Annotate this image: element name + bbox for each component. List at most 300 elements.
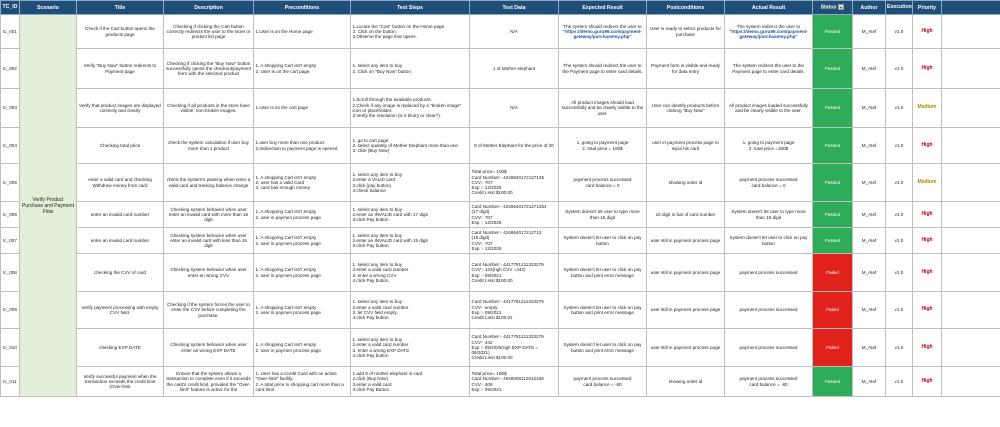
tc-id-cell[interactable]: tc_002 (1, 49, 20, 89)
cell-line: 4.click Pay button (352, 352, 389, 358)
description-cell[interactable]: Checking system behavior when user enter an wrong EXP DATE (164, 329, 254, 367)
cell-line: payment process successed (739, 177, 798, 183)
cell-line: System doesn't let user to click on pay button and print error message (563, 342, 642, 353)
header-scenario[interactable]: Scenario (20, 1, 77, 15)
status-badge[interactable]: Passed (813, 89, 853, 128)
cell-line: 1. A shopping Cart isn't empty (255, 304, 317, 310)
cell-line: Total price= 100$ (471, 169, 507, 175)
cell-line: 2.redirection to payment page is opened (255, 145, 338, 151)
header-id[interactable]: TC_ID (1, 1, 20, 15)
cell-line: 3. enter a wrong CVV (352, 272, 397, 278)
cell-line: Card Number:- 4246640172127135 (471, 174, 545, 180)
cell-line: CVV:- 409 (471, 381, 493, 387)
title-cell[interactable]: enter an invalid card number (77, 228, 164, 254)
empty-cell[interactable] (942, 228, 1000, 254)
priority-cell[interactable]: High (913, 367, 942, 397)
cell-line: 2. user in paymen process page (255, 347, 321, 353)
cell-line: All product images loaded successfully and be clearly visible to the user. (729, 102, 808, 113)
table-row (1, 15, 1000, 49)
actual-result-cell[interactable] (725, 292, 813, 329)
cell-line: 2. Click on "Buy Now" button (352, 68, 411, 74)
preconditions-cell[interactable] (254, 89, 351, 128)
actual-result-cell[interactable] (725, 329, 813, 367)
test-steps-cell[interactable] (351, 89, 470, 128)
author-cell[interactable]: M_Atef (853, 128, 886, 164)
priority-cell[interactable]: Medium (913, 89, 942, 128)
tc-id-cell[interactable]: tc_011 (1, 367, 20, 397)
cell-line: Exp :- 12/2025 (471, 245, 502, 251)
execution-version-cell[interactable]: v1.0 (886, 228, 913, 254)
table-row (1, 89, 1000, 128)
description-cell[interactable]: Checking if clicking the Cart button correctly redirects the user to the store or product list page (164, 15, 254, 49)
preconditions-cell[interactable] (254, 254, 351, 292)
postconditions-cell[interactable] (647, 367, 725, 397)
empty-cell[interactable] (942, 254, 1000, 292)
table-row (1, 202, 1000, 228)
status-badge[interactable]: Passed (813, 15, 853, 49)
status-badge[interactable]: Failed (813, 329, 853, 367)
actual-result-cell[interactable] (725, 49, 813, 89)
cell-line: System doesn't let user to click on pay button and print error message (563, 267, 642, 278)
empty-cell[interactable] (942, 89, 1000, 128)
title-cell[interactable]: Verify "Buy Now" button redirects to Payment page (77, 49, 164, 89)
cell-line: 1. A shopping Cart isn't empty (255, 342, 317, 348)
title-cell[interactable]: enter an invalid card number (77, 202, 164, 228)
author-cell[interactable]: M_Atef (853, 228, 886, 254)
description-cell[interactable]: Checking if the system forces the user to enter the CVV before completing the purchase. (164, 292, 254, 329)
cell-line: payment process successed (573, 177, 632, 183)
cell-line: 1. going to payment page (576, 140, 629, 146)
empty-cell[interactable] (942, 49, 1000, 89)
cell-line: 4.click Pay button (352, 315, 389, 321)
test-steps-cell[interactable] (351, 254, 470, 292)
cell-line: 3. let CVV field empty. (352, 310, 398, 315)
postconditions-cell[interactable] (647, 89, 725, 128)
preconditions-cell[interactable] (254, 49, 351, 89)
author-cell[interactable]: M_Atef (853, 15, 886, 49)
cell-line: 2.click (Buy Now) (352, 376, 388, 382)
status-badge[interactable]: Passed (813, 367, 853, 397)
status-badge[interactable]: Passed (813, 49, 853, 89)
cell-line: 3.click Pay button (352, 243, 389, 249)
tc-id-cell[interactable]: tc_001 (1, 15, 20, 49)
header-test-steps[interactable]: Test Steps (351, 1, 470, 15)
postconditions-cell[interactable] (647, 164, 725, 202)
header-test-data[interactable]: Test Data (470, 1, 559, 15)
empty-cell[interactable] (942, 128, 1000, 164)
cell-line: 1. select any item to buy (352, 261, 403, 267)
cell-line: 3.click (pay button) (352, 182, 392, 188)
actual-result-cell[interactable] (725, 128, 813, 164)
cell-line: Card Number:- 424664017212713 (471, 229, 542, 235)
expected-result-cell[interactable] (559, 329, 647, 367)
cell-line: 2. user in paymen process page (255, 240, 321, 246)
test-data-cell[interactable] (470, 292, 559, 329)
test-data-cell[interactable] (470, 329, 559, 367)
header-actual-result[interactable]: Actual Result (725, 1, 813, 15)
cell-line: Credit Limit $100.00 (471, 355, 513, 361)
cell-line: 2. user in paymen process page (255, 272, 321, 278)
description-cell[interactable]: Checking if clicking the "Buy Now" button successfully opens the checkout/payment form with the selected product (164, 49, 254, 89)
postconditions-cell[interactable] (647, 329, 725, 367)
actual-result-cell[interactable] (725, 228, 813, 254)
cell-line: All product images should load successfully and be clearly visible to the user. (561, 100, 644, 116)
cell-line: Credit Limit $100.01 (471, 315, 513, 321)
table-row (1, 49, 1000, 89)
cell-line: Credit Limit $100.00 (471, 190, 513, 196)
filter-dropdown-icon[interactable] (838, 4, 844, 10)
title-cell[interactable]: enter a valid card and checking Withdraw money from card (77, 164, 164, 202)
tc-id-cell[interactable]: tc_008 (1, 254, 20, 292)
priority-cell[interactable]: High (913, 292, 942, 329)
cell-line: (17 digit) (471, 209, 490, 215)
cell-line: 2. total price =180$ (748, 145, 789, 151)
priority-cell[interactable]: High (913, 228, 942, 254)
test-data-cell[interactable] (470, 164, 559, 202)
cell-line: showing order id (668, 378, 703, 384)
empty-cell[interactable] (942, 329, 1000, 367)
cell-line: Exp :- 12/2025 (471, 185, 502, 191)
scenario-cell[interactable] (20, 15, 77, 397)
cell-line: 1. select any item to buy (352, 63, 403, 69)
cell-line: card balance = 0 (585, 182, 620, 188)
cell-line: 1.User is on the cart page (255, 105, 309, 111)
cell-line: System doesn't let user to click on pay button (563, 235, 642, 246)
cell-line: 1. A shopping Cart isn't empty (255, 63, 317, 69)
test-steps-cell[interactable] (351, 202, 470, 228)
test-steps-cell[interactable] (351, 228, 470, 254)
priority-cell[interactable]: High (913, 128, 942, 164)
expected-result-cell[interactable] (559, 164, 647, 202)
cell-line: Exp :- 09/2021 (471, 272, 502, 278)
cell-line: User can identify products before clicking "Buy Now" (651, 102, 720, 113)
actual-result-cell[interactable] (725, 367, 813, 397)
status-badge[interactable]: Failed (813, 254, 853, 292)
cell-line: user still in payment process page (650, 307, 721, 313)
status-badge[interactable]: Passed (813, 202, 853, 228)
header-status[interactable]: Status (813, 1, 853, 15)
cell-line: 2.enter a VALID card (352, 177, 396, 183)
preconditions-cell[interactable] (254, 228, 351, 254)
execution-version-cell[interactable]: v1.0 (886, 15, 913, 49)
cell-line: Exp :- 09/2025(righ EXP DATE = 09/2021) (471, 344, 539, 356)
cell-line: System doesn't let user to type more than 16 digit (565, 209, 640, 220)
cell-line: Card Number:- 4417761211333279 (471, 334, 544, 340)
author-cell[interactable]: M_Atef (853, 89, 886, 128)
tc-id-cell[interactable]: tc_006 (1, 202, 20, 228)
test-data-cell[interactable] (470, 202, 559, 228)
header-description[interactable]: Description (164, 1, 254, 15)
cell-line: The system redirect the user to the Payment page to enter card details. (732, 63, 805, 74)
title-cell[interactable]: checking the CVV of card (77, 254, 164, 292)
test-data-cell[interactable] (470, 15, 559, 49)
preconditions-cell[interactable] (254, 128, 351, 164)
actual-result-cell[interactable] (725, 15, 813, 49)
cell-line: 2.enter a valid card number (352, 342, 409, 348)
author-cell[interactable]: M_Atef (853, 202, 886, 228)
preconditions-cell[interactable] (254, 292, 351, 329)
table-row (1, 164, 1000, 202)
cell-line: 3.click Pay button (352, 217, 389, 223)
execution-version-cell[interactable]: v1.0 (886, 49, 913, 89)
cell-line: 4.click Pay button (352, 277, 389, 283)
description-cell[interactable]: Checking system behavior when user enter an wrong CVV (164, 254, 254, 292)
cell-line: 3. card has enough money. (255, 185, 311, 191)
test-steps-cell[interactable] (351, 128, 470, 164)
cell-line: System doesn't let user to click on pay button and print error message (563, 304, 642, 315)
test-steps-cell[interactable] (351, 15, 470, 49)
header-postconditions[interactable]: Postconditions (647, 1, 725, 15)
cell-line: user still in payment process page (650, 344, 721, 350)
priority-cell[interactable]: High (913, 15, 942, 49)
empty-cell[interactable] (942, 202, 1000, 228)
execution-version-cell[interactable]: v1.0 (886, 292, 913, 329)
cell-line: CVV:- 707 (471, 179, 493, 185)
cell-line: Payment form is visible and ready for data entry (651, 63, 720, 74)
cell-line: (15 digit) (471, 235, 490, 241)
expected-result-cell[interactable] (559, 228, 647, 254)
description-cell[interactable]: Ensure that the system allows a transaction to complete even if it exceeds the card's credit limit, provided the "Over-limit" feature is active for the (164, 367, 254, 397)
header-expected-result[interactable]: Expected Result (559, 1, 647, 15)
status-badge[interactable]: Passed (813, 228, 853, 254)
cell-line: payment process successed (739, 307, 798, 313)
test-data-cell[interactable] (470, 228, 559, 254)
expected-result-cell[interactable] (559, 15, 647, 49)
cell-line: 2.enter an INVALID card with 17 digit (352, 211, 428, 217)
cell-line: 4.check balance (352, 187, 386, 193)
header-preconditions[interactable]: Preconditions (254, 1, 351, 15)
expected-result-cell[interactable] (559, 367, 647, 397)
cell-line: CVV:- 707 (471, 214, 493, 220)
title-cell[interactable]: Verify that product images are displayed correctly and clearly (77, 89, 164, 128)
title-cell[interactable]: Verify payment processing with empty CVV field. (77, 292, 164, 329)
execution-version-cell[interactable]: v1.0 (886, 329, 913, 367)
cell-line: payment process successed (739, 376, 798, 382)
cell-line: CVV:- 707 (471, 240, 493, 246)
priority-cell[interactable]: High (913, 254, 942, 292)
test-data-cell[interactable] (470, 254, 559, 292)
cell-line: 2. total price = 180$ (582, 145, 623, 151)
cell-line: System doesn't let user to type more than 16 digit (731, 209, 806, 220)
empty-cell[interactable] (942, 15, 1000, 49)
cell-line: The system redirect the user to (736, 23, 801, 29)
cell-line: 3.Observe the page that opens. (352, 34, 417, 40)
cell-line: N/A (510, 28, 518, 34)
actual-result-cell[interactable] (725, 254, 813, 292)
cell-line: CVV:- 442 (471, 339, 493, 345)
test-data-cell[interactable] (470, 128, 559, 164)
cell-line: 1. going to payment page (742, 140, 795, 146)
expected-result-cell[interactable] (559, 254, 647, 292)
expected-result-cell[interactable] (559, 292, 647, 329)
header-execution[interactable]: Execution (886, 1, 913, 15)
expected-result-cell[interactable] (559, 202, 647, 228)
execution-version-cell[interactable]: v1.0 (886, 164, 913, 202)
cell-line: Card Number:- 4417761211333279 (471, 261, 544, 267)
title-cell[interactable]: checking EXP DATE (77, 329, 164, 367)
cell-line: 4.click Pay Button (352, 386, 390, 392)
empty-cell[interactable] (942, 367, 1000, 397)
cell-line: user still in payment process page (650, 269, 721, 275)
cell-line: 2.enter an INVALID card with 15 digit (352, 237, 428, 243)
expected-result-cell[interactable] (559, 89, 647, 128)
cell-line: card balance = 0 (751, 182, 786, 188)
cell-line: Total price= 180$ (471, 370, 507, 376)
execution-version-cell[interactable]: v1.0 (886, 128, 913, 164)
actual-result-cell[interactable] (725, 164, 813, 202)
tc-id-cell[interactable]: tc_007 (1, 228, 20, 254)
status-badge[interactable]: Failed (813, 292, 853, 329)
tc-id-cell[interactable]: tc_010 (1, 329, 20, 367)
title-cell[interactable]: Checking total price (77, 128, 164, 164)
test-data-cell[interactable] (470, 367, 559, 397)
priority-cell[interactable]: High (913, 202, 942, 228)
cell-line: user in payment process page to input his card (652, 140, 719, 151)
execution-version-cell[interactable]: v1.0 (886, 202, 913, 228)
cell-line: 2. select quantity of Mother Elephant more than one (352, 142, 458, 148)
cell-line: 3.Verify the resolution (is it blurry or clear?). (352, 113, 442, 119)
cell-line: 1. A shopping Cart isn't empty (255, 209, 317, 215)
table-row (1, 367, 1000, 397)
cell-line: 1.User is on the Home page (255, 28, 313, 34)
description-cell[interactable]: Checking system behavior when user enter an invalid card with more than 16 digit (164, 202, 254, 228)
cell-line: 1. select any item to buy (352, 232, 403, 238)
header-title[interactable]: Title (77, 1, 164, 15)
cell-line: 1 of Mother elephant (492, 65, 536, 71)
cell-line: 2. Click on the button. (352, 28, 397, 34)
cell-line: "https://demo.guru99.com/payment-gateway/purchasetoy.php" (563, 28, 642, 40)
test-steps-cell[interactable] (351, 164, 470, 202)
priority-cell[interactable]: Medium (913, 164, 942, 202)
tc-id-cell[interactable]: tc_005 (1, 164, 20, 202)
status-badge[interactable]: Passed (813, 128, 853, 164)
cell-line: Card Number:- 42466401721271354 (471, 203, 547, 209)
execution-version-cell[interactable]: v1.0 (886, 254, 913, 292)
test-steps-cell[interactable] (351, 329, 470, 367)
cell-line: 2.enter a valid card number (352, 267, 409, 273)
header-author[interactable]: Author (853, 1, 886, 15)
table-row (1, 254, 1000, 292)
priority-cell[interactable]: High (913, 329, 942, 367)
description-cell[interactable]: check the system calculation if user buy more than 1 product (164, 128, 254, 164)
cell-line: 3.enter a valid card (352, 381, 392, 387)
cell-line: 16 digit in bar of card number (655, 211, 716, 217)
postconditions-cell[interactable] (647, 15, 725, 49)
preconditions-cell[interactable] (254, 329, 351, 367)
tc-id-cell[interactable]: tc_004 (1, 128, 20, 164)
description-cell[interactable]: check the system's passing when enter a valid card and tracking balance change (164, 164, 254, 202)
tc-id-cell[interactable]: tc_003 (1, 89, 20, 128)
cell-line: 2. user in paymen process page (255, 214, 321, 220)
cell-line: Exp :- 09/2021 (471, 310, 502, 315)
author-cell[interactable]: M_Atef (853, 329, 886, 367)
cell-line: payment process successed (739, 344, 798, 350)
title-cell[interactable]: Verify successful payment when the transaction exceeds the credit limit (Over-limit (77, 367, 164, 397)
postconditions-cell[interactable] (647, 128, 725, 164)
cell-line: 3. click (Buy Now) (352, 148, 390, 154)
execution-version-cell[interactable]: v1.0 (886, 367, 913, 397)
preconditions-cell[interactable] (254, 164, 351, 202)
postconditions-cell[interactable] (647, 202, 725, 228)
cell-line: 3. enter a wrong EXP DATE (352, 347, 410, 353)
cell-line: 2. A total price in shopping cart more than a card limit (255, 381, 344, 392)
table-row (1, 128, 1000, 164)
postconditions-cell[interactable] (647, 228, 725, 254)
test-steps-cell[interactable] (351, 367, 470, 397)
author-cell[interactable]: M_Atef (853, 254, 886, 292)
cell-line: 2.enter a valid card number (352, 304, 409, 310)
header-priority[interactable]: Priority (913, 1, 942, 15)
cell-line: 1. User has a Credit Card with an active "Over-limit" facility. (255, 370, 337, 382)
cell-line: Card Number:- 4948008112812169 (471, 376, 544, 382)
postconditions-cell[interactable] (647, 292, 725, 329)
cell-line: "https://demo.guru99.com/payment-gateway/purchasetoy.php" (729, 28, 808, 40)
cell-line: 1.add 9 of mother elephant in card (352, 370, 423, 376)
cell-line: 1. go to cart page (352, 137, 389, 143)
expected-result-cell[interactable] (559, 49, 647, 89)
actual-result-cell[interactable] (725, 89, 813, 128)
execution-version-cell[interactable]: v1.0 (886, 89, 913, 128)
cell-line: 2. user has a valid Card (255, 179, 305, 185)
cell-line: 1. select any item to buy (352, 336, 403, 342)
author-cell[interactable]: M_Atef (853, 292, 886, 329)
cell-line: 1. A shopping Cart isn't empty (255, 235, 317, 241)
test-steps-cell[interactable] (351, 292, 470, 329)
cell-line: 1.Scroll through the available products. (352, 97, 432, 103)
cell-line: CVV:- 123(righ CVV =442) (471, 267, 526, 273)
cell-line: Exp :- 12/2025 (471, 219, 502, 225)
postconditions-cell[interactable] (647, 254, 725, 292)
cell-line: 2. User is on the cart page. (255, 68, 311, 74)
cell-line: 1. select any item to buy (352, 171, 403, 177)
author-cell[interactable]: M_Atef (853, 164, 886, 202)
description-cell[interactable]: Checking if all products in the store have visible, non-broken images. (164, 89, 254, 128)
author-cell[interactable]: M_Atef (853, 49, 886, 89)
cell-line: 1. A shopping Cart isn't empty (255, 267, 317, 273)
cell-line: showing order id (668, 179, 703, 185)
preconditions-cell[interactable] (254, 367, 351, 397)
postconditions-cell[interactable] (647, 49, 725, 89)
cell-line: CVV:- empty (471, 304, 498, 310)
title-cell[interactable]: Check if the Cart button opens the products page (77, 15, 164, 49)
scenario-label: Verify Product Purchase and Payment Flow (22, 196, 74, 215)
header-row (1, 1, 1000, 15)
cell-line: N/A (510, 105, 518, 111)
preconditions-cell[interactable] (254, 202, 351, 228)
test-steps-cell[interactable] (351, 49, 470, 89)
cell-line: Card Number:- 4417761211333279 (471, 299, 544, 305)
tc-id-cell[interactable]: tc_009 (1, 292, 20, 329)
cell-line: 1. A shopping Cart isn't empty (255, 174, 317, 180)
priority-cell[interactable]: High (913, 49, 942, 89)
cell-line: payment process successed (739, 269, 798, 275)
actual-result-cell[interactable] (725, 202, 813, 228)
test-data-cell[interactable] (470, 89, 559, 128)
cell-line: payment process successed (573, 376, 632, 382)
cell-line: System doesn't let user to click on pay button (729, 235, 808, 246)
cell-line: 1.Locate the "Cart" button on the Home page. (352, 23, 446, 29)
author-cell[interactable]: M_Atef (853, 367, 886, 397)
cell-line: 2. user in paymen process page (255, 310, 321, 315)
status-badge[interactable]: Passed (813, 164, 853, 202)
test-data-cell[interactable] (470, 49, 559, 89)
expected-result-cell[interactable] (559, 128, 647, 164)
preconditions-cell[interactable] (254, 15, 351, 49)
description-cell[interactable]: Checking system behavior when user enter an invalid card with less than 16 digit (164, 228, 254, 254)
table-row (1, 329, 1000, 367)
empty-cell[interactable] (942, 292, 1000, 329)
empty-cell[interactable] (942, 164, 1000, 202)
